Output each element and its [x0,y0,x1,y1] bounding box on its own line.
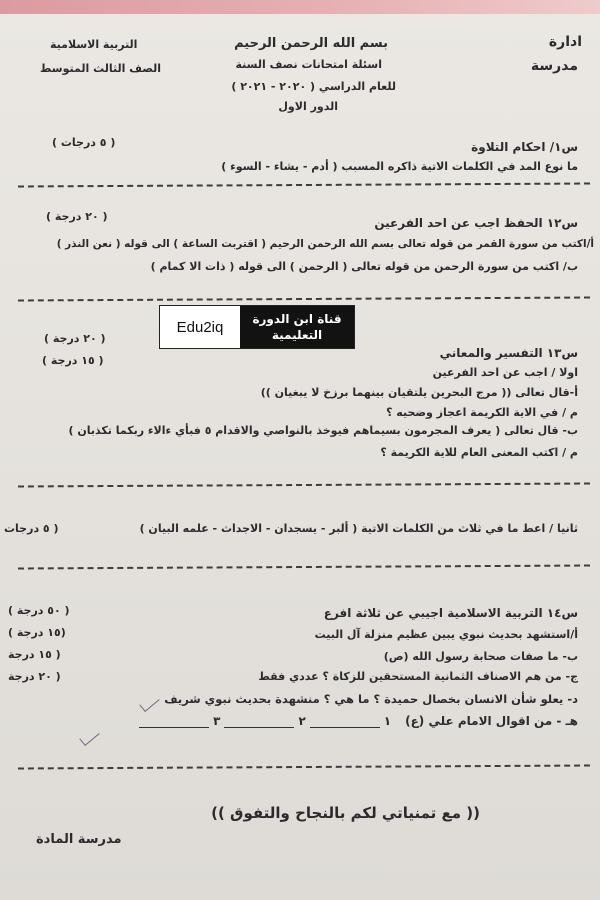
q4-branch-d: د- يعلو شأن الانسان بخصال حميدة ؟ ما هي ؟ منشهدة بحديث نبوي شريف [164,692,578,706]
divider [18,183,590,188]
q2-title: س١٢ الحفظ اجب عن احد الفرعين [374,216,578,230]
closing-wish: (( مع تمنياتي لكم بالنجاح والتفوق )) [211,804,480,822]
q4-blank-number-3: ٣ [213,714,221,728]
q4-blank-number-2: ٢ [298,714,306,728]
q3-title: س١٣ التفسير والمعاني [439,346,578,360]
q2-branch-a: أ/اكتب من سورة القمر من قوله تعالى بسم الله الرحمن الرحيم ( اقتربت الساعة ) الى قوله ( نعن النذر ) [56,238,594,250]
q3-marks-2: ( ١٥ درجة ) [42,354,104,367]
divider [18,565,590,570]
q4-title: س١٤ التربية الاسلامية اجيبي عن ثلاثة افرع [323,606,578,620]
q1-text: ما نوع المد في الكلمات الاتية ذاكره المسبب ( أدم - يشاء - السوء ) [221,160,578,173]
q4-marks-c: ( ١٥ درجة [8,648,61,661]
q4-marks-d: ( ٢٠ درجة [8,670,61,683]
q4-marks-a: ( ٥٠ درجة ) [8,604,70,617]
q4-branch-e-label: هـ - من اقوال الامام علي (ع) [405,714,578,728]
watermark-channel [240,306,354,348]
teacher-signature: مدرسة المادة [36,832,122,847]
header-basmala: بسم الله الرحمن الرحيم [234,36,388,51]
q3-second-marks: ( ٥ درجات [4,522,59,535]
watermark-line2: التعليمية [271,328,323,342]
header-grade: الصف الثالث المتوسط [40,62,162,75]
divider [18,483,590,488]
q3-branch-b: ب- قال تعالى ( يعرف المجرمون بسيماهم فيوخذ بالنواصي والاقدام ٥ فبأي ءالاء ربكما تكذبان ) [68,424,578,437]
q4-blank-line [310,727,380,728]
header-exam-title: اسئلة امتحانات نصف السنة [235,58,382,71]
pen-check-mark [79,727,99,746]
pen-check-mark [139,693,159,712]
q3-branch-b-question: م / اكتب المعنى العام للاية الكريمة ؟ [380,446,578,459]
q3-branch-a: أ-قال تعالى (( مرج البحرين يلتقيان بينهما برزخ لا يبغيان )) [260,386,578,399]
channel-watermark [160,306,354,348]
header-subject: التربية الاسلامية [50,38,138,51]
q4-blank-number-1: ١ [383,714,392,728]
watermark-brand: Edu2iq [160,306,240,348]
q4-blank-line [139,727,209,728]
q3-second: ثانيا / اعط ما في ثلاث من الكلمات الاتية ( ألبر - يسجدان - الاجداث - علمه البيان ) [139,522,578,535]
q4-branch-a: أ/استشهد بحديث نبوي يبين عظيم منزلة آل البيت [314,628,578,641]
q3-marks-1: ( ٢٠ درجة ) [44,332,106,345]
q2-marks: ( ٢٠ درجة ) [46,210,108,223]
q2-branch-b: ب/ اكتب من سورة الرحمن من قوله تعالى ( الرحمن ) الى قوله ( ذات الا كمام ) [150,260,578,273]
header-admin: ادارة [548,34,582,50]
q3-first: اولا / اجب عن احد الفرعين [432,366,578,379]
header-school: مدرسة [530,58,578,74]
q4-branch-e [135,714,578,728]
q4-branch-b: ب- ما صفات صحابة رسول الله (ص) [383,650,578,663]
q4-marks-b: (١٥ درجة ) [8,626,66,639]
q1-marks: ( ٥ درجات ) [52,136,116,149]
header-year: للعام الدراسي ( ٢٠٢٠ - ٢٠٢١ ) [231,80,396,93]
q4-blank-line [224,727,294,728]
divider [18,765,590,770]
q3-branch-a-question: م / في الاية الكريمة اعجاز وضحيه ؟ [386,406,578,419]
paper-edge [0,0,600,14]
divider [18,297,590,302]
watermark-line1: قناة ابن الدورة [252,312,342,326]
q1-title: س١/ احكام التلاوة [471,140,578,154]
q4-branch-c: ج- من هم الاصناف الثمانية المستحقين للزكاة ؟ عددي فقط [258,670,578,683]
header-round: الدور الاول [278,100,338,113]
